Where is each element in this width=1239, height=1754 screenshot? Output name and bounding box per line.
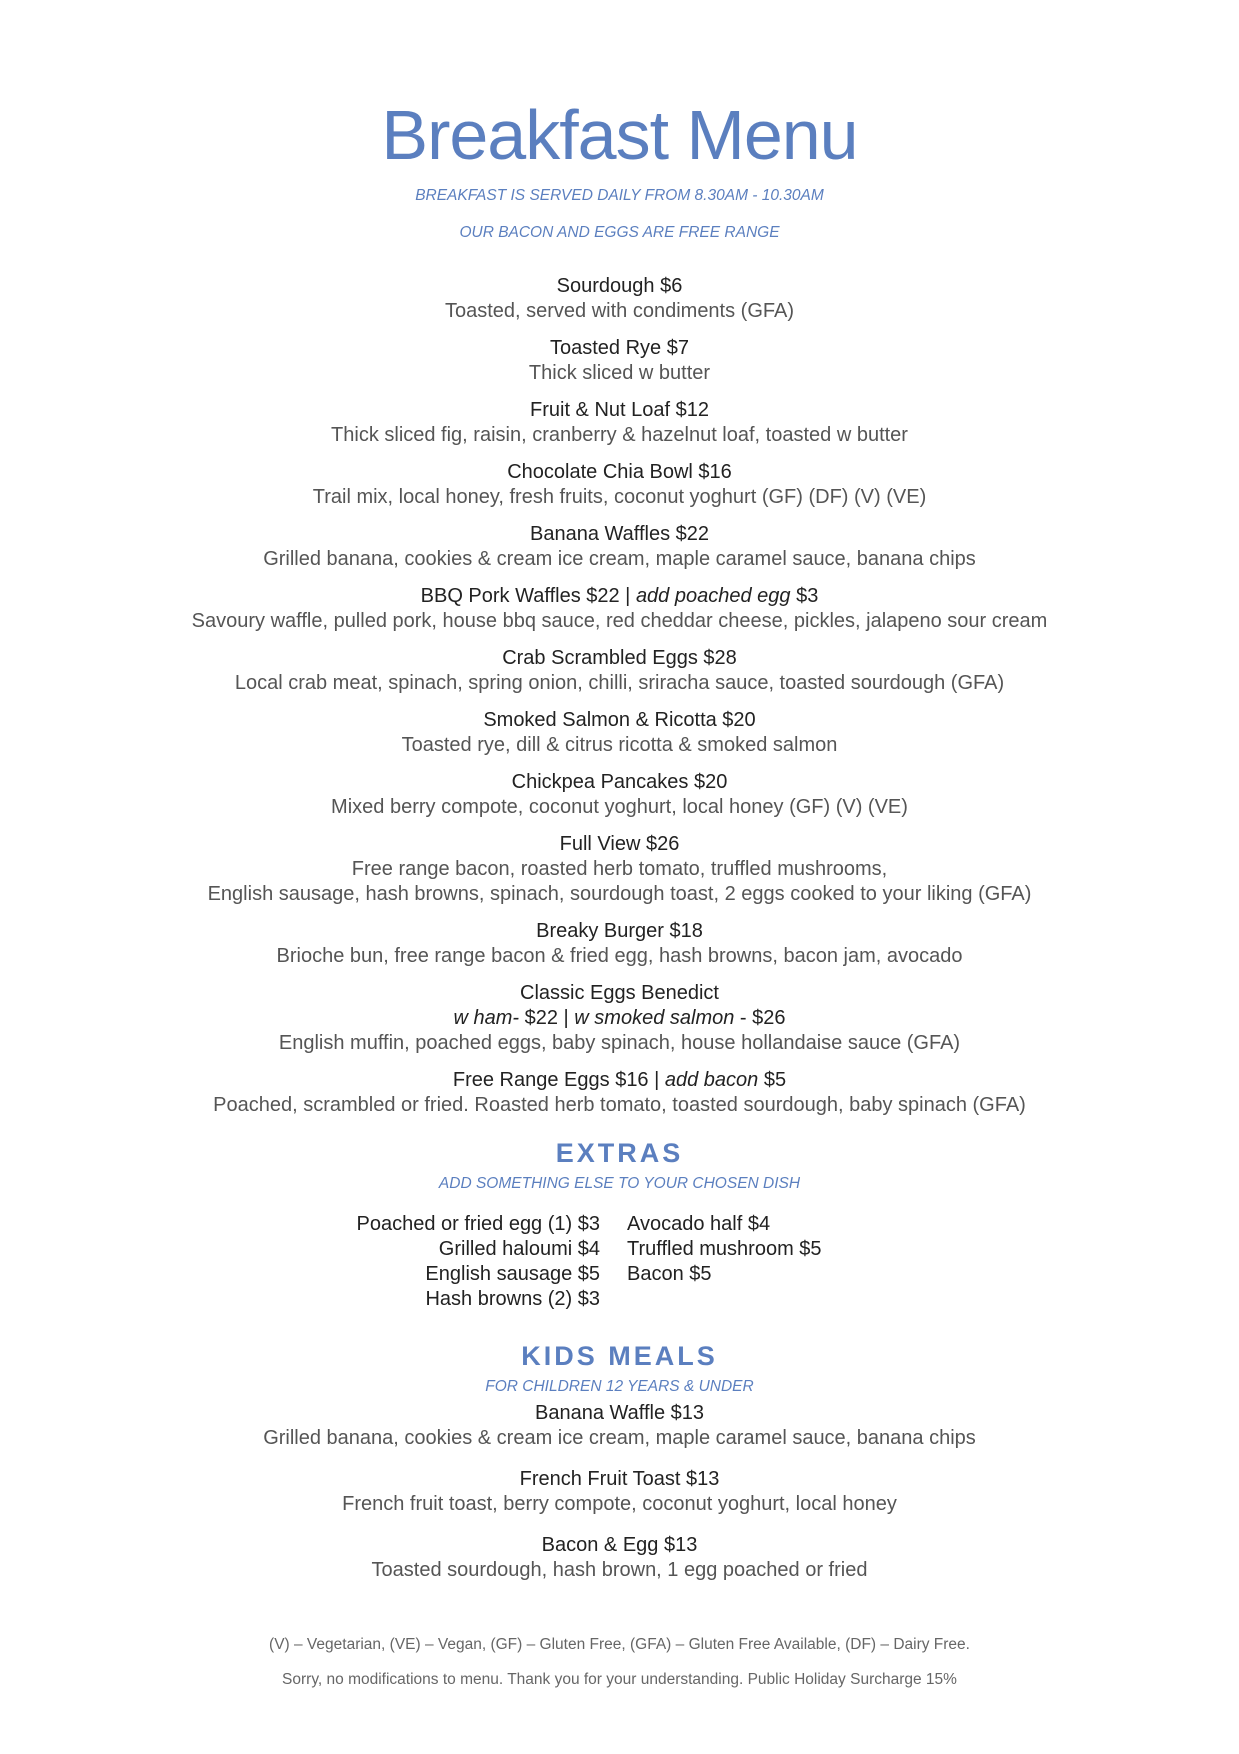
free-range-notice: OUR BACON AND EGGS ARE FREE RANGE [459, 224, 780, 241]
item-name: Banana Waffles $22 [529, 523, 709, 545]
item-description-line-2: English sausage, hash browns, spinach, sourdough toast, 2 eggs cooked to your liking (GFA) [207, 883, 1032, 905]
page-title: Breakfast Menu [381, 96, 858, 174]
breakfast-items [0, 274, 1239, 1130]
extra-item: Grilled haloumi $4 [438, 1238, 600, 1260]
option-salmon: w smoked salmon [574, 1007, 735, 1029]
menu-item [0, 708, 1239, 758]
item-name: BBQ Pork Waffles $22 | [420, 585, 636, 607]
dietary-legend: (V) – Vegetarian, (VE) – Vegan, (GF) – Gluten Free, (GFA) – Gluten Free Available, (DF) – Dairy Free. [269, 1636, 970, 1653]
extra-item: Hash browns (2) $3 [425, 1288, 600, 1310]
menu-item [0, 460, 1239, 510]
item-name: Crab Scrambled Eggs $28 [502, 647, 737, 669]
item-description: English muffin, poached eggs, baby spinach, house hollandaise sauce (GFA) [278, 1032, 961, 1054]
extras-right-column [627, 1212, 822, 1287]
extra-item: Bacon $5 [627, 1263, 712, 1285]
extra-item: Truffled mushroom $5 [627, 1238, 822, 1260]
item-addon-price: $5 [758, 1069, 787, 1091]
item-description: Savoury waffle, pulled pork, house bbq sauce, red cheddar cheese, pickles, jalapeno sour cream [191, 610, 1048, 632]
menu-item [0, 770, 1239, 820]
hours-notice: BREAKFAST IS SERVED DAILY FROM 8.30AM - 10.30AM [415, 187, 824, 204]
kids-heading: KIDS MEALS [521, 1341, 718, 1371]
item-name: French Fruit Toast $13 [519, 1468, 720, 1490]
extras-left-column [357, 1212, 601, 1312]
item-name: Breaky Burger $18 [536, 920, 703, 942]
menu-item [0, 1068, 1239, 1118]
item-description: Brioche bun, free range bacon & fried egg, hash browns, bacon jam, avocado [276, 945, 963, 967]
menu-item [0, 584, 1239, 634]
item-name: Toasted Rye $7 [550, 337, 689, 359]
item-description: Poached, scrambled or fried. Roasted herb tomato, toasted sourdough, baby spinach (GFA) [213, 1094, 1026, 1116]
item-name-line [0, 1068, 1239, 1093]
item-name: Banana Waffle $13 [534, 1402, 704, 1424]
item-description: Trail mix, local honey, fresh fruits, coconut yoghurt (GF) (DF) (V) (VE) [312, 486, 927, 508]
extra-item: Avocado half $4 [627, 1213, 771, 1235]
item-name: Bacon & Egg $13 [541, 1534, 698, 1556]
extras-heading: EXTRAS [555, 1138, 684, 1168]
option-salmon-price: - $26 [734, 1007, 786, 1029]
item-description: Free range bacon, roasted herb tomato, truffled mushrooms, [351, 858, 888, 880]
extras-subheading: ADD SOMETHING ELSE TO YOUR CHOSEN DISH [438, 1175, 801, 1192]
item-description: Toasted, served with condiments (GFA) [444, 300, 795, 322]
item-description: Grilled banana, cookies & cream ice cream, maple caramel sauce, banana chips [263, 1427, 976, 1449]
item-name: Fruit & Nut Loaf $12 [530, 399, 709, 421]
menu-item [0, 981, 1239, 1056]
extra-item: English sausage $5 [425, 1263, 600, 1285]
option-ham-price: $22 | [519, 1007, 575, 1029]
item-description: Toasted sourdough, hash brown, 1 egg poached or fried [371, 1559, 868, 1581]
item-addon: add poached egg [635, 585, 791, 607]
menu-item [0, 398, 1239, 448]
kids-menu-item [0, 1533, 1239, 1583]
policy-note: Sorry, no modifications to menu. Thank you for your understanding. Public Holiday Surcharge 15% [282, 1671, 957, 1688]
menu-item [0, 274, 1239, 324]
kids-subheading: FOR CHILDREN 12 YEARS & UNDER [485, 1378, 754, 1395]
item-name-line [0, 584, 1239, 609]
kids-menu-item [0, 1401, 1239, 1451]
menu-item [0, 336, 1239, 386]
menu-item [0, 832, 1239, 907]
item-name: Smoked Salmon & Ricotta $20 [483, 709, 756, 731]
kids-menu-item [0, 1467, 1239, 1517]
item-description: Thick sliced fig, raisin, cranberry & hazelnut loaf, toasted w butter [331, 424, 908, 446]
menu-item [0, 522, 1239, 572]
extra-item: Poached or fried egg (1) $3 [356, 1213, 600, 1235]
item-description: Mixed berry compote, coconut yoghurt, local honey (GF) (V) (VE) [331, 796, 908, 818]
item-name: Full View $26 [559, 833, 680, 855]
item-name: Free Range Eggs $16 | [452, 1069, 665, 1091]
item-name: Chocolate Chia Bowl $16 [507, 461, 732, 483]
item-description: Toasted rye, dill & citrus ricotta & smoked salmon [401, 734, 838, 756]
item-name: Sourdough $6 [556, 275, 683, 297]
item-description: Thick sliced w butter [528, 362, 711, 384]
item-addon-price: $3 [790, 585, 819, 607]
item-description: Local crab meat, spinach, spring onion, chilli, sriracha sauce, toasted sourdough (GFA) [234, 672, 1005, 694]
option-ham: w ham- [453, 1007, 520, 1029]
item-description: Grilled banana, cookies & cream ice cream, maple caramel sauce, banana chips [263, 548, 976, 570]
item-addon: add bacon [664, 1069, 759, 1091]
kids-items [0, 1401, 1239, 1599]
item-description: French fruit toast, berry compote, coconut yoghurt, local honey [342, 1493, 897, 1515]
menu-item [0, 919, 1239, 969]
item-name: Chickpea Pancakes $20 [511, 771, 728, 793]
menu-item [0, 646, 1239, 696]
item-options [0, 1006, 1239, 1031]
item-name: Classic Eggs Benedict [520, 982, 719, 1004]
